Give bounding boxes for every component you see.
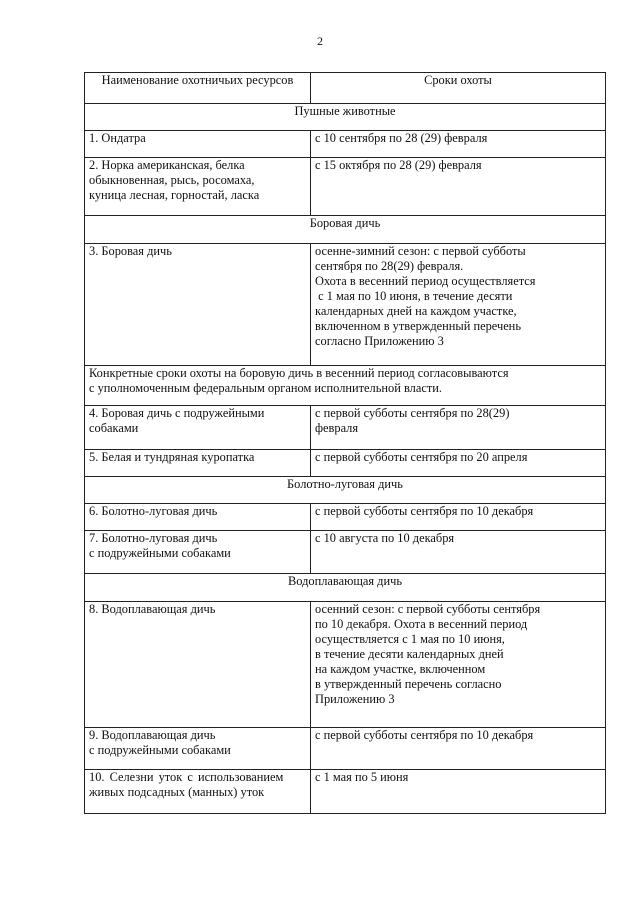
resource-name: 5. Белая и тундряная куропатка: [85, 450, 311, 477]
line: Приложению 3: [315, 692, 395, 706]
resource-name: [85, 406, 311, 450]
table-row: [85, 244, 606, 366]
section-row: [85, 477, 606, 504]
line: осенний сезон: с первой субботы сентября: [315, 602, 541, 616]
line: Охота в весенний период осуществляется: [315, 274, 536, 288]
line: с 1 мая по 10 июня, в течение десяти: [315, 289, 513, 303]
line: сентября по 28(29) февраля.: [315, 259, 464, 273]
resource-name: 8. Водоплавающая дичь: [85, 602, 311, 728]
hunting-period: с 10 августа по 10 декабря: [311, 531, 606, 574]
line: куница лесная, горностай, ласка: [89, 188, 260, 202]
line: с уполномоченным федеральным органом исполнительной власти.: [89, 381, 442, 395]
table-row: [85, 450, 606, 477]
line: на каждом участке, включенном: [315, 662, 486, 676]
note-row: [85, 366, 606, 406]
section-row: [85, 216, 606, 244]
line: 2. Норка американская, белка: [89, 158, 245, 172]
line: осенне-зимний сезон: с первой субботы: [315, 244, 526, 258]
table-row: [85, 728, 606, 770]
header-resource-name: Наименование охотничьих ресурсов: [85, 73, 311, 104]
resource-name: 6. Болотно-луговая дичь: [85, 504, 311, 531]
line: с подружейными собаками: [89, 743, 231, 757]
table-row: [85, 131, 606, 158]
table-row: [85, 504, 606, 531]
line: с первой субботы сентября по 28(29): [315, 406, 510, 420]
line: 9. Водоплавающая дичь: [89, 728, 216, 742]
table-row: [85, 406, 606, 450]
line: 7. Болотно-луговая дичь: [89, 531, 218, 545]
line: Конкретные сроки охоты на боровую дичь в весенний период согласовываются: [89, 366, 509, 380]
line: календарных дней на каждом участке,: [315, 304, 517, 318]
section-marsh-game: Болотно-луговая дичь: [85, 477, 606, 504]
hunting-period: с первой субботы сентября по 10 декабря: [311, 728, 606, 770]
section-waterfowl: Водоплавающая дичь: [85, 574, 606, 602]
line: в утвержденный перечень согласно: [315, 677, 502, 691]
table-header-row: [85, 73, 606, 104]
line: осуществляется с 1 мая по 10 июня,: [315, 632, 505, 646]
line: собаками: [89, 421, 139, 435]
section-upland-game: Боровая дичь: [85, 216, 606, 244]
line: февраля: [315, 421, 359, 435]
line: включенном в утвержденный перечень: [315, 319, 521, 333]
hunting-period: с первой субботы сентября по 20 апреля: [311, 450, 606, 477]
hunting-period: с первой субботы сентября по 10 декабря: [311, 504, 606, 531]
resource-name: [85, 158, 311, 216]
hunting-period: с 10 сентября по 28 (29) февраля: [311, 131, 606, 158]
line: по 10 декабря. Охота в весенний период: [315, 617, 528, 631]
resource-name: [85, 728, 311, 770]
hunting-period: [311, 602, 606, 728]
table-row: [85, 770, 606, 814]
line: живых подсадных (манных) уток: [89, 785, 265, 799]
note-text: [85, 366, 606, 406]
table-row: [85, 531, 606, 574]
resource-name: 3. Боровая дичь: [85, 244, 311, 366]
table-row: [85, 602, 606, 728]
hunting-period: [311, 406, 606, 450]
resource-name: [85, 531, 311, 574]
section-row: [85, 574, 606, 602]
section-row: [85, 104, 606, 131]
hunting-period: с 15 октября по 28 (29) февраля: [311, 158, 606, 216]
line: в течение десяти календарных дней: [315, 647, 504, 661]
resource-name: 1. Ондатра: [85, 131, 311, 158]
line: обыкновенная, рысь, росомаха,: [89, 173, 255, 187]
line: с подружейными собаками: [89, 546, 231, 560]
hunting-period: с 1 мая по 5 июня: [311, 770, 606, 814]
section-fur-animals: Пушные животные: [85, 104, 606, 131]
table-row: [85, 158, 606, 216]
line: согласно Приложению 3: [315, 334, 444, 348]
hunting-period: [311, 244, 606, 366]
line: 4. Боровая дичь с подружейными: [89, 406, 265, 420]
page-number: 2: [317, 34, 323, 48]
resource-name: [85, 770, 311, 814]
header-hunting-period: Сроки охоты: [311, 73, 606, 104]
hunting-periods-table: [84, 72, 606, 814]
line: 10. Селезни уток с использованием: [89, 770, 284, 784]
